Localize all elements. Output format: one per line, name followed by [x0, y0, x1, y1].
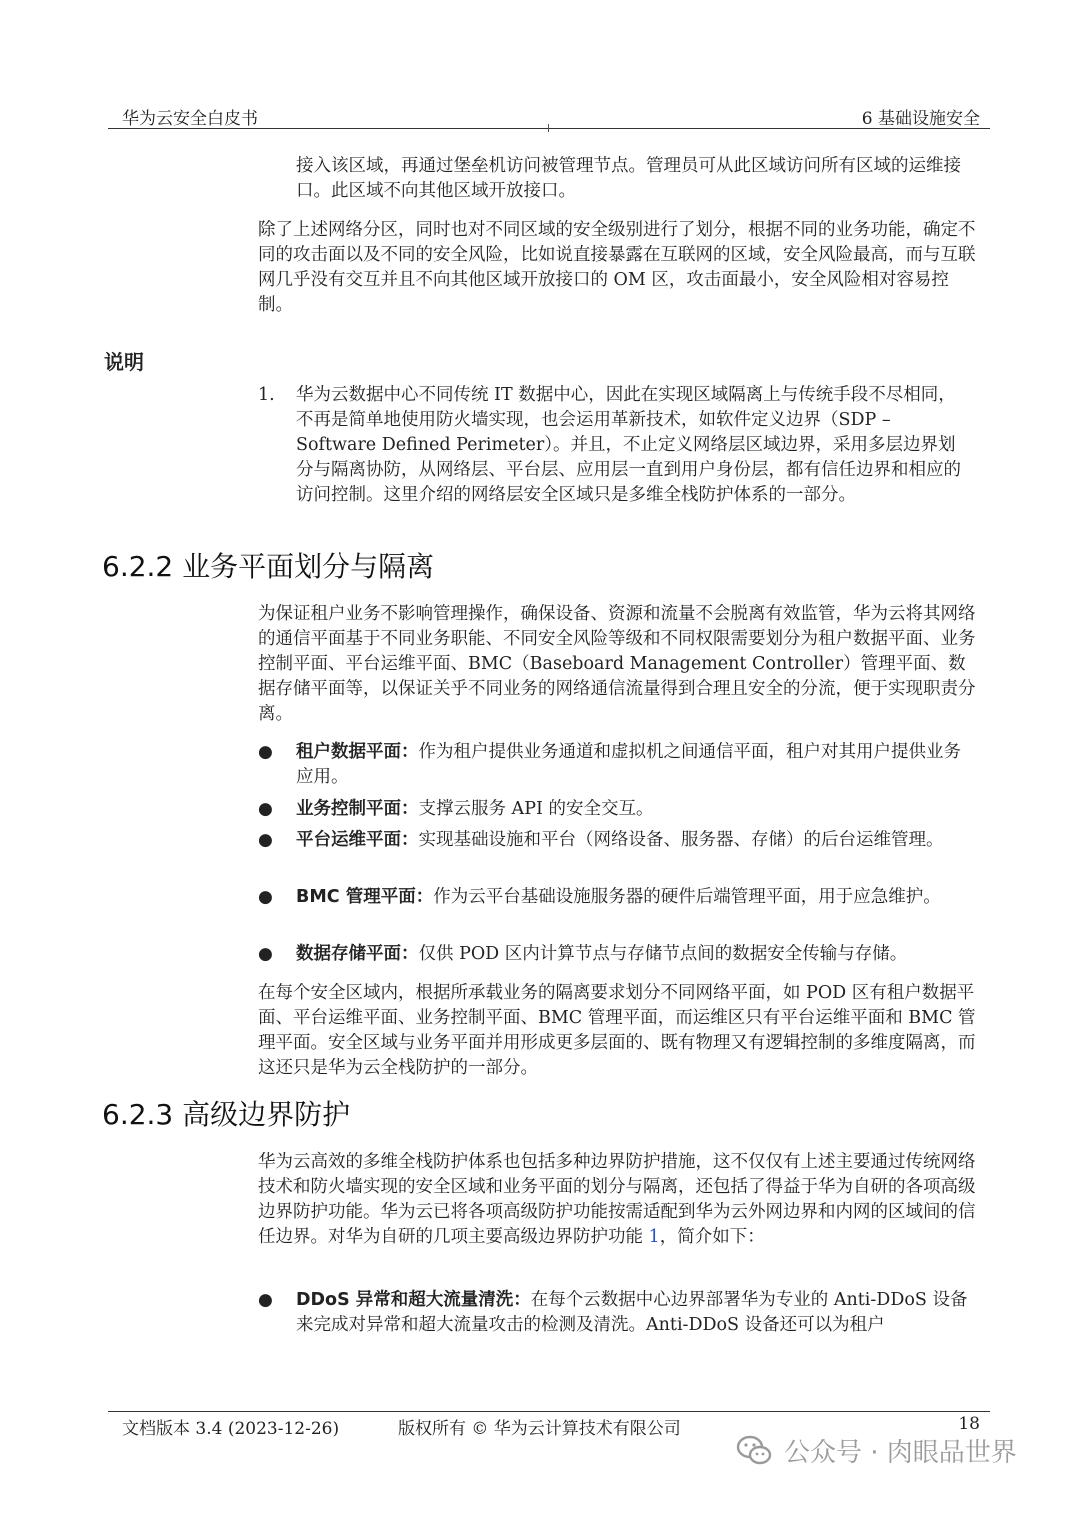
section-623-intro: 华为云高效的多维全栈防护体系也包括多种边界防护措施，这不仅仅有上述主要通过传统网络技术和防火墙实现的安全区域和业务平面的划分与隔离，还包括了得益于华为自研的各项高级边界防护功能。华为云已将各项高级防护功能按需适配到华为云外网边界和内网的区域间的信任边界。对华为自研的几项主要高级边界防护功能 1，简介如下：	[258, 1152, 976, 1247]
header-rule	[108, 128, 990, 129]
bullet-service-control-plane: 业务控制平面：支撑云服务 API 的安全交互。	[296, 799, 654, 819]
note-number: 1.	[258, 385, 275, 405]
note-text: 华为云数据中心不同传统 IT 数据中心，因此在实现区域隔离上与传统手段不尽相同，不再是简单地使用防火墙实现，也会运用革新技术，如软件定义边界（SDP – Software Defined Perimeter）。并且，不止定义网络层区域边界，采用多层边界划分与隔离协防，从网络层、平台层、应用层一直到用户身份层，都有信任边界和相应的访问控制。这里介绍的网络层安全区域只是多维全栈防护体系的一部分。	[296, 385, 961, 505]
footer-page-number: 18	[958, 1414, 980, 1434]
footer-rule	[108, 1411, 990, 1412]
bullet-platform-ops-plane: 平台运维平面：实现基础设施和平台（网络设备、服务器、存储）的后台运维管理。	[296, 830, 944, 850]
bullet-data-storage-plane: 数据存储平面：仅供 POD 区内计算节点与存储节点间的数据安全传输与存储。	[296, 944, 908, 964]
section-heading-6-2-2: 6.2.2 业务平面划分与隔离	[102, 550, 435, 583]
watermark-text: 公众号 · 肉眼品世界	[784, 1437, 1017, 1468]
footnote-link[interactable]: 1	[648, 1227, 660, 1247]
section-heading-6-2-3: 6.2.3 高级边界防护	[102, 1098, 351, 1131]
bullet-bmc-plane: BMC 管理平面：作为云平台基础设施服务器的硬件后端管理平面，用于应急维护。	[296, 887, 941, 907]
bullet-dot: ●	[258, 1290, 273, 1310]
zoning-paragraph: 除了上述网络分区，同时也对不同区域的安全级别进行了划分，根据不同的业务功能，确定不同的攻击面以及不同的安全风险，比如说直接暴露在互联网的区域，安全风险最高，而与互联网几乎没有交互并且不向其他区域开放接口的 OM 区，攻击面最小，安全风险相对容易控制。	[258, 220, 976, 315]
header-tick	[548, 124, 549, 132]
footer-doc-version: 文档版本 3.4 (2023-12-26)	[122, 1419, 340, 1439]
bullet-dot: ●	[258, 742, 273, 762]
header-doc-title: 华为云安全白皮书	[122, 109, 258, 129]
bullet-tenant-data-plane: 租户数据平面：作为租户提供业务通道和虚拟机之间通信平面，租户对其用户提供业务应用。	[296, 742, 961, 787]
header-chapter: 6 基础设施安全	[861, 109, 980, 129]
continuation-paragraph: 接入该区域，再通过堡垒机访问被管理节点。管理员可从此区域访问所有区域的运维接口。此区域不向其他区域开放接口。	[296, 156, 961, 201]
wechat-icon	[736, 1435, 772, 1465]
note-title: 说明	[104, 350, 144, 374]
bullet-ddos-cleaning: DDoS 异常和超大流量清洗：在每个云数据中心边界部署华为专业的 Anti-DDoS 设备来完成对异常和超大流量攻击的检测及清洗。Anti-DDoS 设备还可以为租户	[296, 1290, 968, 1335]
bullet-dot: ●	[258, 799, 273, 819]
footer-copyright: 版权所有 © 华为云计算技术有限公司	[398, 1419, 681, 1439]
bullet-dot: ●	[258, 944, 273, 964]
bullet-dot: ●	[258, 887, 273, 907]
bullet-dot: ●	[258, 830, 273, 850]
section-622-intro: 为保证租户业务不影响管理操作，确保设备、资源和流量不会脱离有效监管，华为云将其网络的通信平面基于不同业务职能、不同安全风险等级和不同权限需要划分为租户数据平面、业务控制平面、平台运维平面、BMC（Baseboard Management Controller）管理平面、数据存储平面等，以保证关乎不同业务的网络通信流量得到合理且安全的分流，便于实现职责分离。	[258, 604, 976, 724]
section-622-closing: 在每个安全区域内，根据所承载业务的隔离要求划分不同网络平面，如 POD 区有租户数据平面、平台运维平面、业务控制平面、BMC 管理平面，而运维区只有平台运维平面和 BMC 管理平面。安全区域与业务平面并用形成更多层面的、既有物理又有逻辑控制的多维度隔离，而这还只是华为云全栈防护的一部分。	[258, 983, 976, 1078]
watermark	[736, 1430, 1017, 1470]
